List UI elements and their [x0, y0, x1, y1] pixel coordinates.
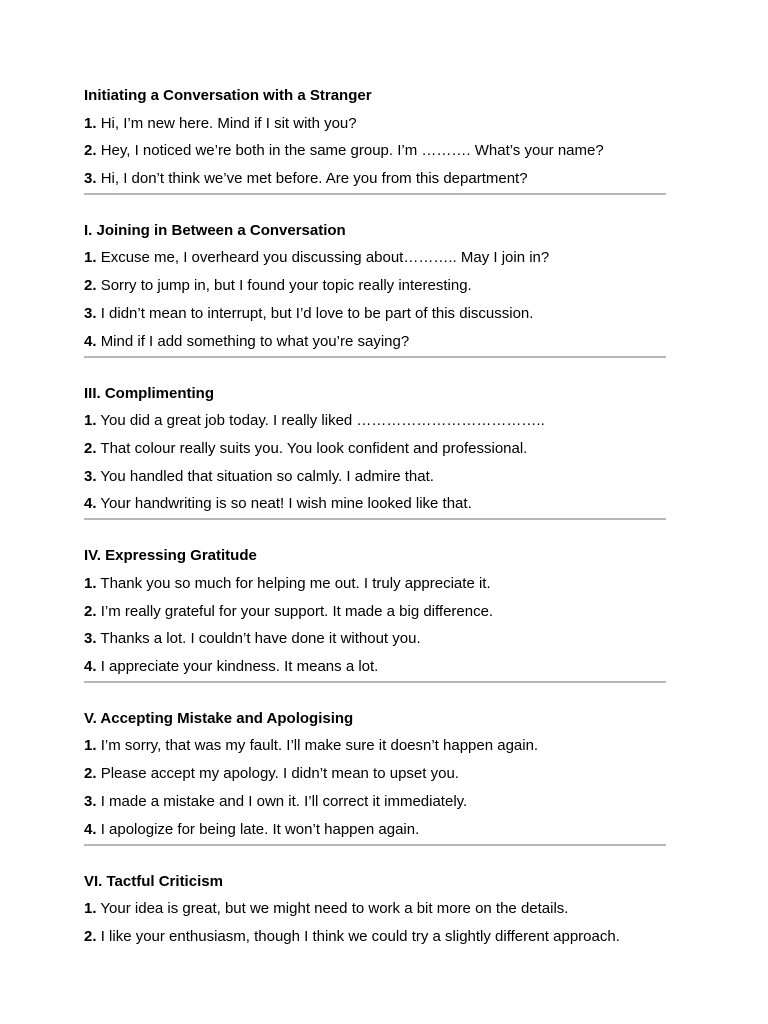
item-number: 2.	[84, 142, 97, 160]
item-text: You handled that situation so calmly. I admire that.	[100, 467, 434, 485]
list-item	[84, 304, 666, 324]
item-number: 2.	[84, 602, 97, 620]
section-divider	[84, 844, 666, 846]
list-item	[84, 629, 666, 649]
item-number: 3.	[84, 793, 97, 811]
list-item	[84, 574, 666, 594]
list-item	[84, 248, 666, 268]
section-initiating-conversation	[84, 86, 666, 189]
item-text: I didn’t mean to interrupt, but I’d love to be part of this discussion.	[100, 304, 534, 322]
list-item	[84, 332, 666, 352]
list-item	[84, 276, 666, 296]
section-title: Initiating a Conversation with a Stranger	[84, 87, 372, 104]
list-item	[84, 411, 666, 431]
list-item	[84, 141, 666, 161]
item-number: 2.	[84, 927, 97, 945]
section-accepting-mistake	[84, 709, 666, 840]
section-title: V. Accepting Mistake and Apologising	[84, 709, 354, 727]
list-item	[84, 439, 666, 459]
item-text: Your idea is great, but we might need to work a bit more on the details.	[100, 900, 569, 918]
item-number: 1.	[84, 900, 97, 918]
item-text: Sorry to jump in, but I found your topic really interesting.	[100, 277, 472, 295]
item-number: 2.	[84, 765, 97, 783]
item-number: 1.	[84, 249, 97, 267]
list-item	[84, 657, 666, 677]
list-item	[84, 927, 666, 947]
section-joining-conversation	[84, 221, 666, 352]
list-item	[84, 467, 666, 487]
document-page	[84, 86, 666, 955]
item-number: 2.	[84, 439, 97, 457]
section-expressing-gratitude	[84, 546, 666, 677]
list-item	[84, 114, 666, 134]
section-title: VI. Tactful Criticism	[84, 872, 223, 890]
item-text: You did a great job today. I really liked ………………………………..	[100, 412, 545, 430]
item-text: I apologize for being late. It won’t happen again.	[100, 820, 420, 838]
item-number: 1.	[84, 412, 97, 430]
item-text: I like your enthusiasm, though I think we could try a slightly different approach.	[100, 927, 620, 945]
item-text: Hey, I noticed we’re both in the same group. I’m ………. What’s your name?	[100, 142, 604, 160]
item-number: 4.	[84, 332, 97, 350]
item-number: 4.	[84, 495, 97, 513]
item-text: That colour really suits you. You look confident and professional.	[100, 439, 528, 457]
item-text: Please accept my apology. I didn’t mean to upset you.	[100, 765, 459, 783]
item-text: Thanks a lot. I couldn’t have done it without you.	[100, 630, 421, 648]
item-number: 3.	[84, 467, 97, 485]
item-text: Mind if I add something to what you’re saying?	[100, 332, 410, 350]
list-item	[84, 899, 666, 919]
list-item	[84, 602, 666, 622]
item-number: 4.	[84, 820, 97, 838]
list-item	[84, 736, 666, 756]
item-number: 1.	[84, 114, 97, 132]
item-text: Hi, I don’t think we’ve met before. Are you from this department?	[100, 170, 528, 188]
item-text: Thank you so much for helping me out. I truly appreciate it.	[100, 574, 491, 592]
list-item	[84, 169, 666, 189]
item-text: Excuse me, I overheard you discussing about……….. May I join in?	[100, 249, 550, 267]
item-text: I’m really grateful for your support. It made a big difference.	[100, 602, 494, 620]
item-text: Hi, I’m new here. Mind if I sit with you?	[100, 114, 357, 132]
item-number: 1.	[84, 737, 97, 755]
section-title: I. Joining in Between a Conversation	[84, 221, 346, 239]
item-number: 1.	[84, 574, 97, 592]
list-item	[84, 764, 666, 784]
item-text: I made a mistake and I own it. I’ll correct it immediately.	[100, 793, 468, 811]
item-text: I appreciate your kindness. It means a lot.	[100, 658, 379, 676]
item-number: 3.	[84, 304, 97, 322]
section-divider	[84, 681, 666, 683]
item-number: 2.	[84, 277, 97, 295]
item-number: 4.	[84, 658, 97, 676]
section-tactful-criticism	[84, 872, 666, 947]
section-title: IV. Expressing Gratitude	[84, 547, 257, 565]
section-divider	[84, 193, 666, 195]
list-item	[84, 820, 666, 840]
section-complimenting	[84, 384, 666, 515]
item-text: I’m sorry, that was my fault. I’ll make sure it doesn’t happen again.	[100, 737, 539, 755]
section-divider	[84, 518, 666, 520]
item-text: Your handwriting is so neat! I wish mine looked like that.	[100, 495, 472, 513]
item-number: 3.	[84, 170, 97, 188]
list-item	[84, 792, 666, 812]
item-number: 3.	[84, 630, 97, 648]
list-item	[84, 494, 666, 514]
section-divider	[84, 356, 666, 358]
section-title: III. Complimenting	[84, 384, 214, 402]
